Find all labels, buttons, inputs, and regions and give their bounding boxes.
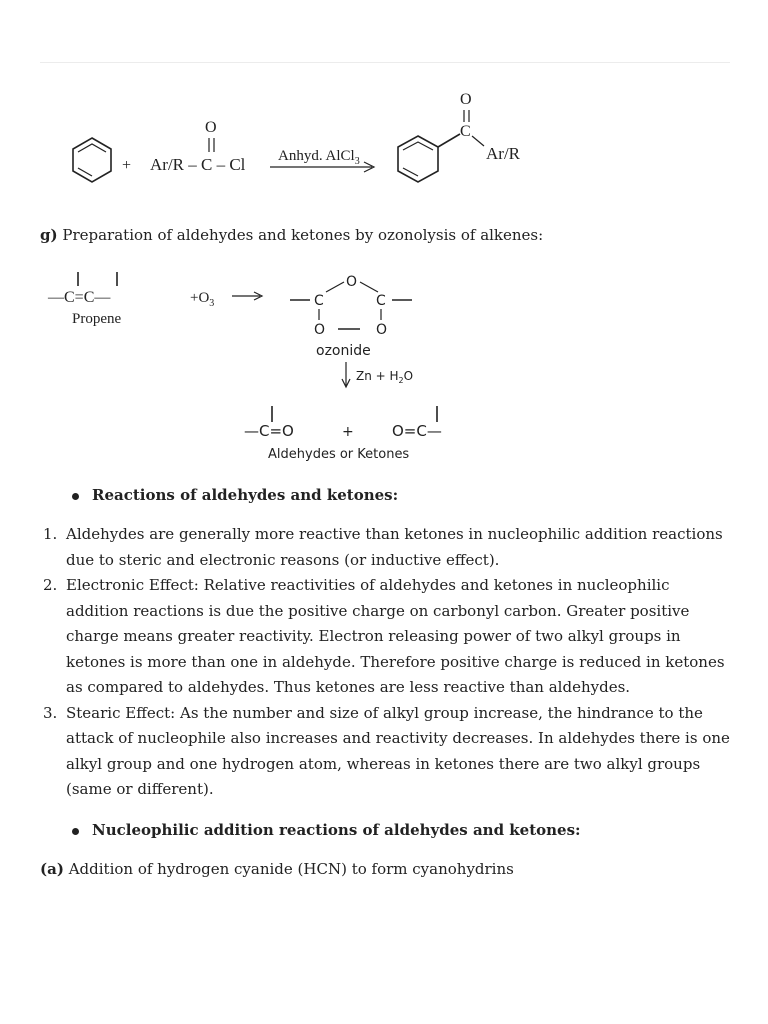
list-item: 2. Electronic Effect: Relative reactivities of aldehydes and ketones in nucleophilic addition reactions is due the positive charge on carbonyl carbon. Greater positive charge means greater reactivity. Electron releasing power of two alkyl groups in ketones is more than one in aldehyde. Therefore positive charge is reduced in ketones as compared to aldehydes. Thus ketones are less reactive than aldehydes. (43, 576, 725, 696)
ozonide-left-carbon: C (314, 293, 324, 309)
ozonide-top-oxygen: O (346, 274, 358, 290)
section-g-heading (40, 226, 543, 244)
ozonide-right-oxygen: O (376, 322, 388, 338)
ozone-reagent: $+O_3$ (190, 290, 215, 309)
ozonide-left-oxygen: O (314, 322, 326, 338)
para-a-label: (a) (40, 860, 64, 878)
alkene-formula: —C=C— (48, 289, 111, 306)
bullet-dot (72, 493, 79, 500)
product-carbon: C (460, 123, 471, 140)
bullet-reactions: Reactions of aldehydes and ketones: (72, 486, 398, 504)
list-item: 3. Stearic Effect: As the number and size of alkyl group increase, the hindrance to the attack of nucleophile also increases and reactivity decreases. In aldehydes there is one alkyl group and one hydrogen atom, whereas in ketones there are two alkyl groups (same or different). (43, 703, 730, 798)
condition-label: Anhyd. AlCl$_3$ (278, 148, 360, 167)
benzene-ring-right (398, 134, 460, 182)
ozonide-right-carbon: C (376, 293, 386, 309)
ozonide-label: ozonide (316, 343, 371, 359)
para-a-text: Addition of hydrogen cyanide (HCN) to form cyanohydrins (68, 860, 514, 878)
top-divider (40, 62, 730, 63)
product-label: Aldehydes or Ketones (268, 447, 410, 462)
bullet-nucleophilic: Nucleophilic addition reactions of aldehydes and ketones: (72, 821, 581, 839)
reagent-oxygen: O (205, 119, 217, 136)
product-plus: + (342, 424, 354, 440)
product-oxygen: O (460, 91, 472, 108)
product-left-carbonyl: —C=O (244, 422, 294, 440)
reactivity-reasons-list (40, 522, 730, 803)
section-g-label: g) (40, 226, 58, 244)
paragraph-a (40, 860, 514, 878)
bullet-dot (72, 828, 79, 835)
benzene-ring-left (73, 138, 111, 182)
list-item: 1. Aldehydes are generally more reactive than ketones in nucleophilic addition reactions due to steric and electronic reasons (or inductive effect). (43, 525, 723, 569)
product-group: Ar/R (486, 144, 520, 163)
step-reagent: $Zn + H_2O$ (356, 369, 414, 385)
acylation-scheme (0, 80, 768, 210)
alkene-name: Propene (72, 311, 122, 327)
reagent-acyl-chloride: Ar/R – C – Cl (150, 155, 246, 174)
ozonolysis-scheme (0, 260, 768, 470)
plus-sign: + (122, 157, 132, 174)
product-right-carbonyl: O=C— (392, 422, 442, 440)
section-g-text: Preparation of aldehydes and ketones by ozonolysis of alkenes: (62, 226, 544, 244)
